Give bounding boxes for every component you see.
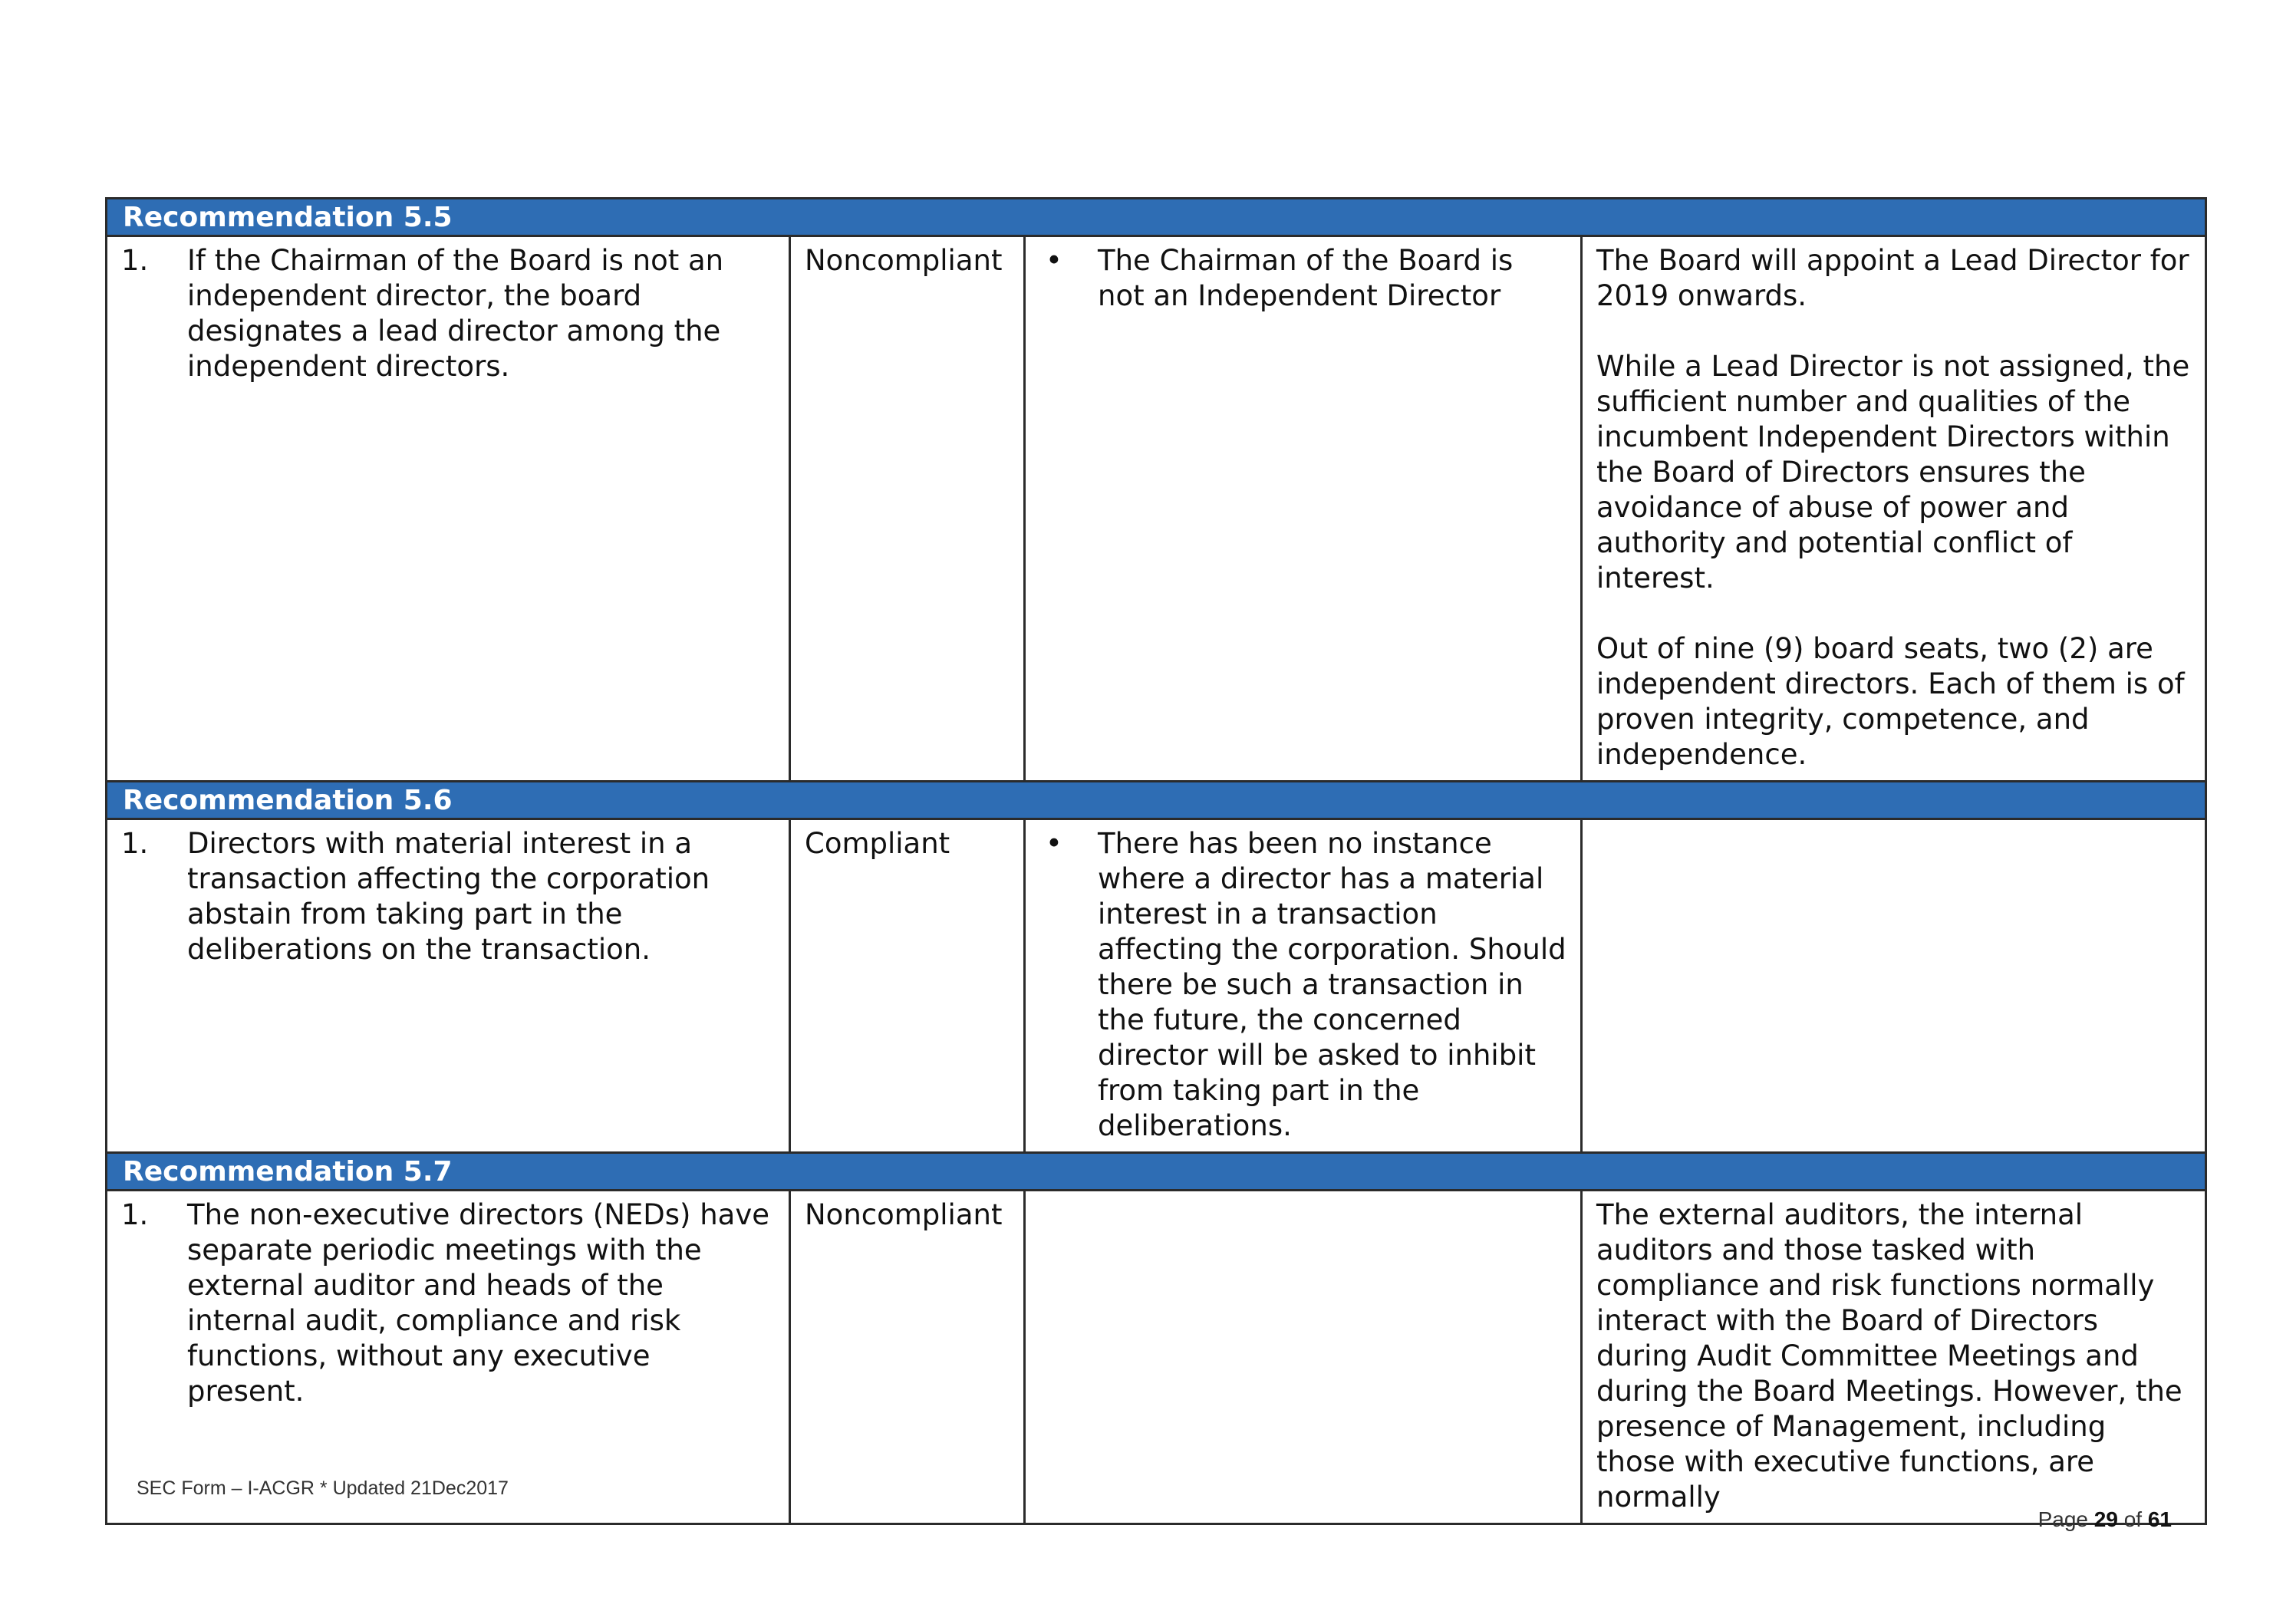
- table-row: [107, 1191, 2206, 1524]
- compliance-status: Noncompliant: [790, 236, 1025, 782]
- detail-text: The Chairman of the Board is not an Independent Director: [1098, 244, 1514, 312]
- section-header-5-7: [107, 1153, 2206, 1191]
- recommendation-text: If the Chairman of the Board is not an independent director, the board designates a lead director among the independent directors.: [187, 244, 724, 383]
- explanation-paragraph: While a Lead Director is not assigned, the sufficient number and qualities of the incumbent Independent Directors within the Board of Directors ensures the avoidance of abuse of power and authority and potential conflict of interest.: [1596, 350, 2190, 595]
- explanation-paragraph: Out of nine (9) board seats, two (2) are independent directors. Each of them is of proven integrity, competence, and independence.: [1596, 632, 2185, 771]
- bullet-mark: •: [1046, 827, 1062, 860]
- section-header-5-6: [107, 782, 2206, 819]
- explanation-paragraph: The external auditors, the internal auditors and those tasked with compliance and risk functions normally interact with the Board of Directors during Audit Committee Meetings and during the Board Meetings. However, the presence of Management, including those with executive functions, are normally: [1596, 1198, 2182, 1514]
- table-row: [107, 819, 2206, 1153]
- table-row: [107, 236, 2206, 782]
- details-cell: [1025, 1191, 1582, 1524]
- item-number: 1.: [121, 244, 149, 277]
- detail-text: There has been no instance where a director has a material interest in a transaction affecting the corporation. Should there be such a transaction in the future, the concerned director will be asked to inhibit from taking part in the deliberations.: [1098, 827, 1566, 1142]
- section-title: Recommendation 5.5: [107, 199, 2206, 236]
- bullet-mark: •: [1046, 244, 1062, 277]
- explanation-cell: [1582, 1191, 2206, 1524]
- details-cell: [1025, 236, 1582, 782]
- compliance-status: Noncompliant: [790, 1191, 1025, 1524]
- explanation-cell: [1582, 236, 2206, 782]
- item-number: 1.: [121, 827, 149, 860]
- explanation-cell: [1582, 819, 2206, 1153]
- section-header-5-5: [107, 199, 2206, 236]
- page-current: 29: [2093, 1507, 2118, 1531]
- recommendation-cell: [107, 1191, 790, 1524]
- page-total: 61: [2147, 1507, 2172, 1531]
- page-number: [2038, 1507, 2172, 1532]
- footer-form-label: SEC Form – I-ACGR * Updated 21Dec2017: [137, 1477, 509, 1499]
- page-of: of: [2123, 1507, 2143, 1531]
- recommendation-cell: [107, 236, 790, 782]
- explanation-paragraph: The Board will appoint a Lead Director for 2019 onwards.: [1596, 244, 2189, 312]
- section-title: Recommendation 5.6: [107, 782, 2206, 819]
- recommendation-table: [105, 197, 2207, 1525]
- recommendation-text: The non-executive directors (NEDs) have separate periodic meetings with the external auditor and heads of the internal audit, compliance and risk functions, without any executive present.: [187, 1198, 770, 1408]
- item-number: 1.: [121, 1198, 149, 1231]
- recommendation-cell: [107, 819, 790, 1153]
- details-cell: [1025, 819, 1582, 1153]
- page-word: Page: [2037, 1507, 2088, 1531]
- recommendation-text: Directors with material interest in a transaction affecting the corporation abstain from taking part in the deliberations on the transaction.: [187, 827, 710, 966]
- section-title: Recommendation 5.7: [107, 1153, 2206, 1191]
- compliance-status: Compliant: [790, 819, 1025, 1153]
